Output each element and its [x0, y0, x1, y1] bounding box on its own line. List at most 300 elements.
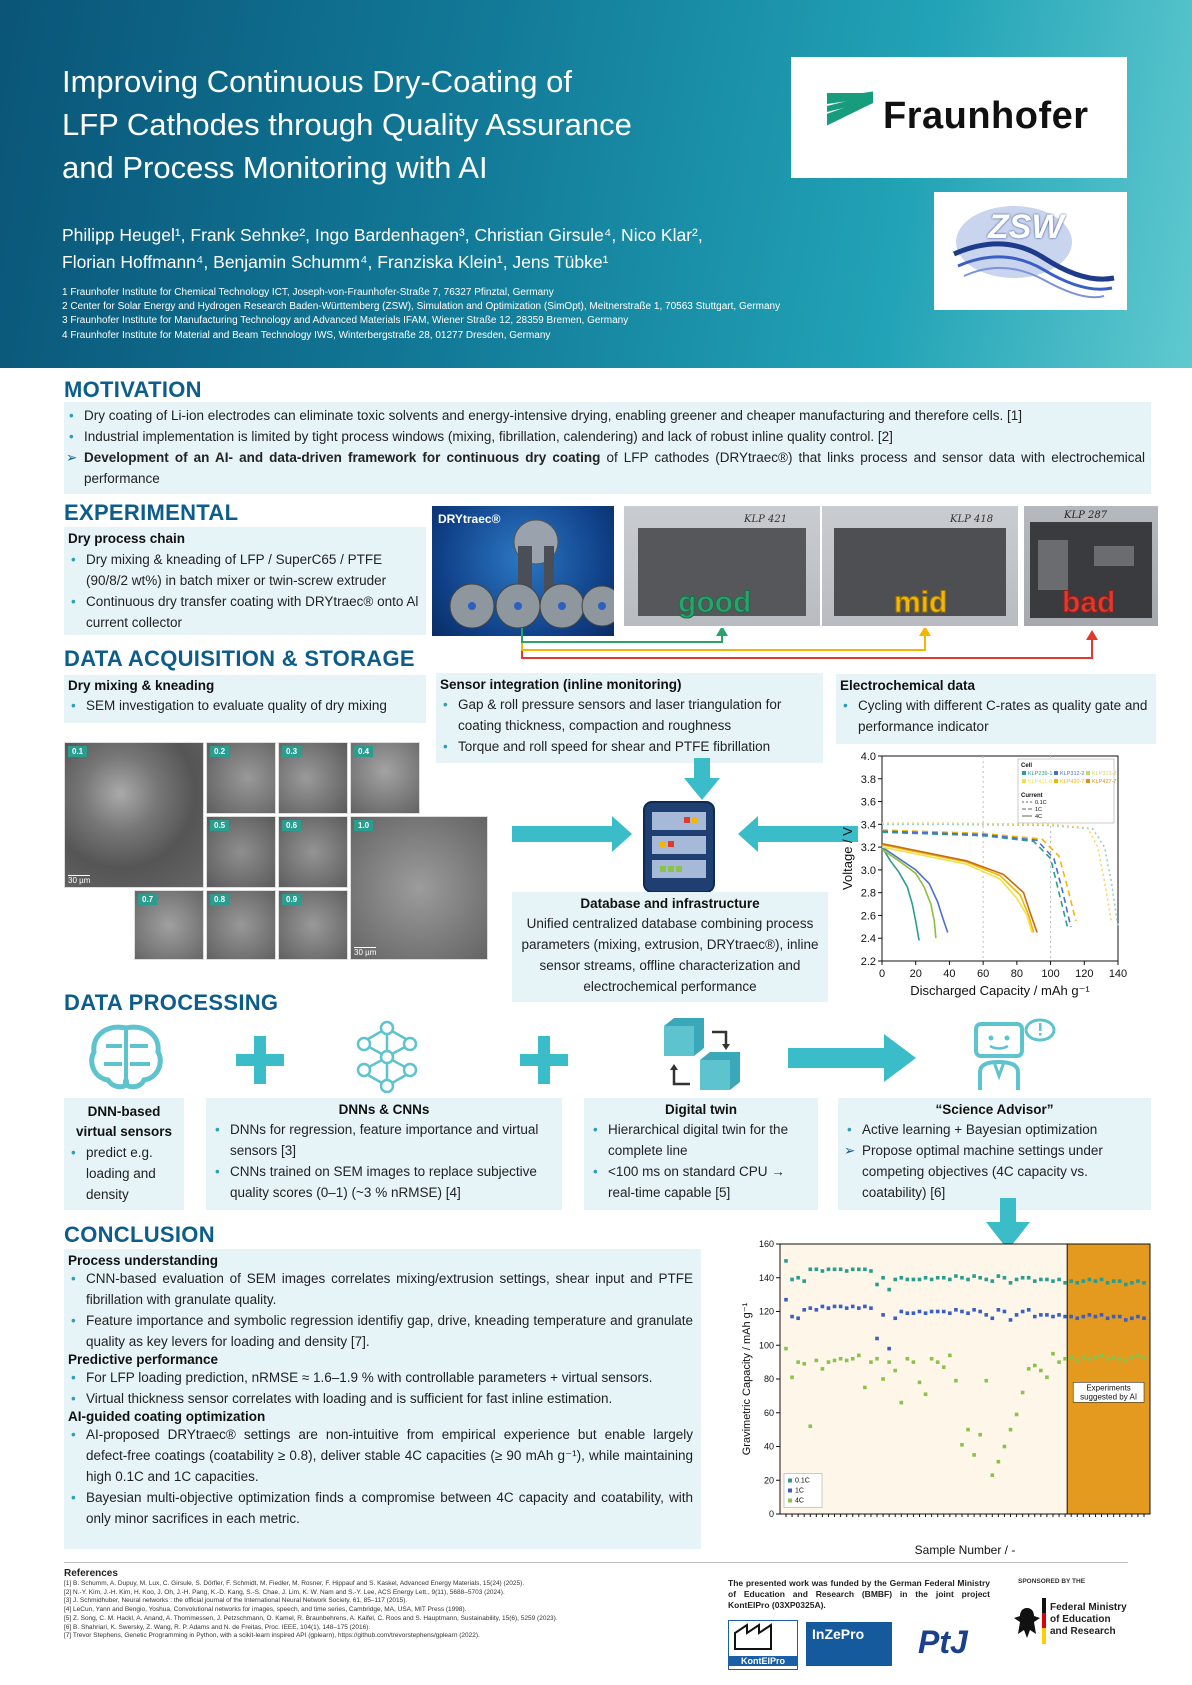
data-point [954, 1379, 958, 1383]
data-point [821, 1305, 825, 1309]
reference-item: [5] Z. Song, C. M. Hackl, A. Anand, A. Thommessen, J. Petzschmann, O. Kamel, R. Braunbehrens, A. Kaifel, C. Roos and S. Hauptmann, Sustainability, 15(6), 5259 (2023). [64, 1614, 558, 1622]
sem-image [278, 742, 348, 814]
y-tick-label: 4.0 [860, 751, 876, 763]
sem-image [278, 890, 348, 960]
data-point [1118, 1279, 1122, 1283]
x-tick-label: 60 [977, 968, 990, 980]
zsw-wordmark: ZSW [988, 208, 1064, 246]
list-item: • Cycling with different C-rates as quality gate and performance indicator [840, 695, 1150, 737]
data-point [1039, 1313, 1043, 1317]
fraunhofer-logo [791, 57, 1127, 178]
data-point [936, 1360, 940, 1364]
data-point [845, 1359, 849, 1363]
legend-entry: 0.1C [1035, 800, 1047, 806]
data-point [1003, 1276, 1007, 1280]
sem-label: 0.7 [138, 894, 157, 905]
data-point [960, 1310, 964, 1314]
bmbf-name: Federal Ministry of Education and Research [1050, 1602, 1127, 1637]
data-point [1130, 1316, 1134, 1320]
authors [62, 222, 802, 276]
science-advisor-icon [968, 1018, 1058, 1094]
sensor-subtitle: Sensor integration (inline monitoring) [440, 677, 682, 692]
x-tick-label: 0 [878, 968, 886, 980]
x-tick-label: 120 [1075, 968, 1094, 980]
conclusion-subtitle: AI-guided coating optimization [68, 1409, 266, 1424]
motivation-title: MOTIVATION [64, 377, 202, 402]
x-tick-label: 140 [1108, 968, 1128, 980]
data-point [808, 1306, 812, 1310]
data-point [966, 1311, 970, 1315]
funding-text: The presented work was funded by the German Federal Ministry of Education and Research (BMBF) in the joint project KontElPro (03XP0325A). [728, 1578, 990, 1610]
data-point [997, 1308, 1001, 1312]
electro-subtitle: Electrochemical data [840, 678, 976, 693]
data-point [833, 1359, 837, 1363]
legend-title: Current [1021, 793, 1043, 799]
data-point [839, 1305, 843, 1309]
footer-divider [64, 1562, 1128, 1563]
sensor-list [440, 694, 817, 757]
data-point [918, 1381, 922, 1385]
data-point [948, 1311, 952, 1315]
data-point [936, 1310, 940, 1314]
list-item: • Gap & roll pressure sensors and laser triangulation for coating thickness, compaction and roughness [440, 694, 817, 736]
data-point [1082, 1279, 1086, 1283]
data-point [984, 1313, 988, 1317]
data-point [1075, 1316, 1079, 1320]
data-point [912, 1311, 916, 1315]
experimental-list [68, 549, 420, 633]
data-point [839, 1357, 843, 1361]
data-point [942, 1310, 946, 1314]
data-point [815, 1308, 819, 1312]
sample-photo-bad [1024, 506, 1158, 626]
data-point [796, 1360, 800, 1364]
data-point [1106, 1316, 1110, 1320]
y-tick-label: 2.6 [860, 910, 876, 923]
data-point [784, 1259, 788, 1263]
data-point [1118, 1315, 1122, 1319]
data-point [1003, 1445, 1007, 1449]
sponsored-label: SPONSORED BY THE [1018, 1578, 1086, 1585]
inzepro-wordmark: InZePro [812, 1626, 865, 1642]
data-point [918, 1310, 922, 1314]
data-point [924, 1392, 928, 1396]
data-point [960, 1443, 964, 1447]
data-point [1069, 1279, 1073, 1283]
data-point [1094, 1355, 1098, 1359]
legend-swatch [788, 1499, 792, 1503]
data-point [1118, 1357, 1122, 1361]
data-point [991, 1473, 995, 1477]
x-tick-label: 40 [943, 968, 956, 980]
experimental-panel [64, 527, 426, 635]
sem-label: 0.3 [282, 746, 301, 757]
data-point [906, 1278, 910, 1282]
data-point [978, 1433, 982, 1437]
data-point [869, 1306, 873, 1310]
data-point [802, 1308, 806, 1312]
data-point [1051, 1315, 1055, 1319]
list-item [66, 447, 1145, 489]
data-point [893, 1278, 897, 1282]
data-point [954, 1274, 958, 1278]
electro-list [840, 695, 1150, 737]
sem-label: 1.0 [354, 820, 373, 831]
data-point [893, 1369, 897, 1373]
defect-area [1038, 540, 1068, 590]
data-point [821, 1269, 825, 1273]
sem-image [206, 742, 276, 814]
data-point [1039, 1369, 1043, 1373]
data-point [1088, 1278, 1092, 1282]
data-point [790, 1278, 794, 1282]
data-point [1112, 1315, 1116, 1319]
data-point [1015, 1278, 1019, 1282]
conclusion-list [68, 1268, 693, 1352]
process-arrow-icon [788, 1034, 918, 1082]
data-point [863, 1268, 867, 1272]
data-point [997, 1460, 1001, 1464]
digital-twin-icon [660, 1018, 742, 1096]
data-point [881, 1276, 885, 1280]
conclusion-list [68, 1367, 693, 1409]
data-point [1063, 1357, 1067, 1361]
quality-label-bad: bad [1062, 586, 1116, 619]
data-point [790, 1315, 794, 1319]
legend-entry: 4C [1035, 814, 1043, 820]
data-point [1112, 1279, 1116, 1283]
data-point [863, 1305, 867, 1309]
sample-tag: KLP 287 [1064, 510, 1108, 521]
annotation: suggested by AI [1080, 1392, 1138, 1402]
data-point [815, 1359, 819, 1363]
reference-item: [4] LeCun, Yann and Bengio, Yoshua, Convolutional networks for images, speech, and time series, Cambridge, MA, USA, MIT Press (1998). [64, 1606, 467, 1614]
database-text: Unified centralized database combining process parameters (mixing, extrusion, DRYtraec®), inline sensor streams, offline characterization and electrochemical performance [521, 916, 819, 994]
data-point [808, 1424, 812, 1428]
data-point [906, 1357, 910, 1361]
legend-swatch [1086, 771, 1090, 775]
sem-scale: 30 µm [68, 876, 91, 885]
data-point [948, 1278, 952, 1282]
data-point [1142, 1316, 1146, 1320]
kontelpro-wordmark: KontElPro [729, 1656, 797, 1666]
data-point [1142, 1355, 1146, 1359]
data-point [839, 1268, 843, 1272]
data-point [827, 1268, 831, 1272]
data-point [784, 1298, 788, 1302]
y-tick-label: 3.4 [860, 819, 876, 832]
discharge-chart [838, 742, 1158, 1004]
legend-swatch [788, 1489, 792, 1493]
legend-swatch [1054, 779, 1058, 783]
data-point [1045, 1313, 1049, 1317]
legend-swatch [1022, 771, 1026, 775]
list-item: • <100 ms on standard CPU → real-time capable [5] [590, 1161, 812, 1203]
data-point [1015, 1313, 1019, 1317]
ptj-logo [918, 1624, 992, 1664]
data-point [1021, 1391, 1025, 1395]
data-point [1033, 1315, 1037, 1319]
data-point [1124, 1359, 1128, 1363]
y-tick-label: 160 [758, 1239, 774, 1249]
title-line: and Process Monitoring with AI [62, 150, 488, 185]
data-point [1088, 1357, 1092, 1361]
data-point [899, 1310, 903, 1314]
virtual-sensors-list [68, 1142, 180, 1205]
y-tick-label: 3.6 [860, 796, 876, 809]
legend-entry: 0.1C [795, 1477, 810, 1485]
sem-image [350, 742, 420, 814]
x-tick-label: 80 [1010, 968, 1023, 980]
references-title: References [64, 1568, 118, 1579]
science-advisor-list [844, 1119, 1145, 1203]
data-point [784, 1347, 788, 1351]
digital-twin-panel [584, 1098, 818, 1210]
data-point [930, 1310, 934, 1314]
data-point [991, 1279, 995, 1283]
defect-area [1094, 546, 1134, 566]
reference-item: [3] J. Schmidhuber, Neural networks : the official journal of the International Neural Network Society, 61, 85–117 (2015). [64, 1597, 408, 1605]
data-point [966, 1278, 970, 1282]
x-axis-label: Discharged Capacity / mAh g⁻¹ [910, 983, 1090, 998]
database-server-icon [642, 800, 716, 894]
data-point [821, 1367, 825, 1371]
data-point [960, 1276, 964, 1280]
y-tick-label: 60 [763, 1407, 774, 1418]
data-point [1130, 1355, 1134, 1359]
y-tick-label: 2.8 [860, 887, 876, 900]
legend-entry: 4C [795, 1497, 804, 1505]
conclusion-subtitle: Predictive performance [68, 1352, 219, 1367]
data-point [833, 1305, 837, 1309]
data-point [802, 1279, 806, 1283]
data-point [1021, 1276, 1025, 1280]
data-point [1100, 1313, 1104, 1317]
affiliation: 4 Fraunhofer Institute for Material and Beam Technology IWS, Winterbergstraße 28, 01277 Dresden, Germany [62, 329, 551, 341]
data-point [857, 1268, 861, 1272]
data-point [815, 1268, 819, 1272]
title-line: Improving Continuous Dry-Coating of [62, 64, 573, 99]
list-item: • Industrial implementation is limited by tight process windows (mixing, fibrillation, calendering) and lack of robust inline quality control. [2] [66, 426, 1145, 447]
data-point [972, 1274, 976, 1278]
data-point [1045, 1376, 1049, 1380]
data-point [851, 1357, 855, 1361]
legend-swatch [1054, 771, 1058, 775]
list-item: • Continuous dry transfer coating with DRYtraec® onto Al current collector [68, 591, 420, 633]
data-point [1106, 1357, 1110, 1361]
list-item: • AI-proposed DRYtraec® settings are non-intuitive from empirical experience but enable largely defect-free coatings (coatability ≥ 0.8), deliver stable 4C capacities (≥ 90 mAh g⁻¹), while maintaining high 0.1C and 1C capacities. [68, 1424, 693, 1487]
federal-eagle-icon [1012, 1604, 1042, 1640]
data-point [857, 1354, 861, 1358]
data-point [790, 1376, 794, 1380]
data-point [851, 1268, 855, 1272]
data-point [1027, 1367, 1031, 1371]
conclusion-list [68, 1424, 693, 1529]
affiliations [62, 286, 802, 343]
data-point [881, 1377, 885, 1381]
sem-label: 0.8 [210, 894, 229, 905]
list-item: • Hierarchical digital twin for the complete line [590, 1119, 812, 1161]
data-point [1112, 1355, 1116, 1359]
list-item: • Dry mixing & kneading of LFP / SuperC65 / PTFE (90/8/2 wt%) in batch mixer or twin-screw extruder [68, 549, 420, 591]
y-tick-label: 3.2 [860, 842, 876, 855]
data-point [966, 1428, 970, 1432]
electro-panel [836, 674, 1156, 744]
reference-item: [1] B. Schumm, A. Dupuy, M. Lux, C. Girsule, S. Dörfler, F. Schmidt, M. Fiedler, M. Rosner, F. Hippauf and S. Kaskel, Advanced Energy Materials, 15(24) (2025). [64, 1580, 525, 1587]
list-item: • Feature importance and symbolic regression identifiy gap, drive, kneading temperature and granulate quality as key levers for loading and density [7]. [68, 1310, 693, 1352]
data-point [827, 1306, 831, 1310]
data-point [796, 1276, 800, 1280]
data-point [899, 1276, 903, 1280]
y-axis-label: Gravimetric Capacity / mAh g⁻¹ [741, 1302, 753, 1456]
conclusion-subtitle: Process understanding [68, 1253, 219, 1268]
data-point [997, 1274, 1001, 1278]
motivation-panel [64, 402, 1151, 494]
authors-line: Florian Hoffmann⁴, Benjamin Schumm⁴, Franziska Klein¹, Jens Tübke¹ [62, 252, 609, 272]
data-point [1124, 1283, 1128, 1287]
legend-entry: KLP312-2 [1060, 771, 1085, 777]
data-point [1009, 1281, 1013, 1285]
sem-image [134, 890, 204, 960]
legend-entry: KLP313-2 [1092, 771, 1117, 777]
y-tick-label: 2.2 [860, 956, 876, 968]
y-axis-label: Voltage / V [840, 827, 855, 890]
digital-twin-list [590, 1119, 812, 1203]
sem-image [206, 816, 276, 888]
data-point [893, 1316, 897, 1320]
data-point [972, 1453, 976, 1457]
data-point [942, 1365, 946, 1369]
ptj-wordmark: PtJ [918, 1624, 968, 1660]
legend-entry: 1C [1035, 807, 1043, 813]
data-point [984, 1379, 988, 1383]
data-point [869, 1360, 873, 1364]
data-point [1094, 1315, 1098, 1319]
y-tick-label: 3.8 [860, 773, 876, 786]
references [64, 1568, 664, 1641]
mixing-list [68, 695, 420, 716]
data-point [1130, 1281, 1134, 1285]
data-point [991, 1316, 995, 1320]
data-point [1063, 1281, 1067, 1285]
data-point [1009, 1318, 1013, 1322]
digital-twin-title: Digital twin [665, 1102, 737, 1117]
data-point [954, 1308, 958, 1312]
legend [784, 1474, 822, 1508]
data-point [1015, 1413, 1019, 1417]
flag-stripe [1042, 1598, 1046, 1644]
reference-item: [7] Trevor Stephens, Genetic Programming in Python, with a scikit-learn inspired API (gplearn), https://github.com/trevorstephens/gplearn (2022). [64, 1632, 480, 1640]
data-point [930, 1357, 934, 1361]
data-point [796, 1316, 800, 1320]
x-tick-label: 100 [1041, 968, 1060, 980]
data-point [857, 1306, 861, 1310]
data-point [948, 1354, 952, 1358]
data-point [1051, 1279, 1055, 1283]
dnn-cnn-panel [206, 1098, 562, 1210]
factory-icon [729, 1621, 799, 1651]
data-point [978, 1276, 982, 1280]
science-advisor-title: “Science Advisor” [935, 1102, 1054, 1117]
processing-title: DATA PROCESSING [64, 990, 279, 1015]
data-point [906, 1311, 910, 1315]
poster-title [62, 60, 762, 189]
legend-swatch [788, 1479, 792, 1483]
data-point [845, 1306, 849, 1310]
data-point [972, 1308, 976, 1312]
x-tick-label: 20 [909, 968, 922, 980]
sem-label: 0.4 [354, 746, 373, 757]
affiliation: 3 Fraunhofer Institute for Manufacturing Technology and Advanced Materials IFAM, Wiener Straße 12, 28359 Bremen, Germany [62, 315, 629, 327]
drytraec-machine-image [432, 506, 614, 636]
data-point [1027, 1308, 1031, 1312]
sample-tag: KLP 418 [950, 514, 994, 525]
data-point [1082, 1315, 1086, 1319]
y-tick-label: 120 [758, 1306, 774, 1317]
quality-label-mid: mid [894, 586, 948, 619]
data-point [827, 1360, 831, 1364]
machine-label: DRYtraec® [438, 512, 501, 526]
data-point [978, 1310, 982, 1314]
fraunhofer-wordmark: Fraunhofer [883, 95, 1089, 137]
data-point [1021, 1310, 1025, 1314]
mixing-subtitle: Dry mixing & kneading [68, 678, 215, 693]
legend-swatch [1022, 779, 1026, 783]
data-point [1100, 1278, 1104, 1282]
data-point [1136, 1315, 1140, 1319]
list-item: • SEM investigation to evaluate quality of dry mixing [68, 695, 420, 716]
conclusion-title: CONCLUSION [64, 1222, 215, 1247]
database-panel [512, 892, 828, 1002]
y-tick-label: 3.0 [860, 864, 876, 877]
data-point [1088, 1313, 1092, 1317]
dnn-cnn-list [212, 1119, 556, 1203]
data-point [875, 1337, 879, 1341]
list-item: ➢ Propose optimal machine settings under competing objectives (4C capacity vs. coatability) [6] [844, 1140, 1145, 1203]
affiliation: 1 Fraunhofer Institute for Chemical Technology ICT, Joseph-von-Fraunhofer-Straße 7, 76327 Pfinztal, Germany [62, 287, 554, 298]
data-point [942, 1276, 946, 1280]
data-point [869, 1269, 873, 1273]
affiliation: 2 Center for Solar Energy and Hydrogen Research Baden-Württemberg (ZSW), Simulation and Optimization (SimOpt), Meitnerstraße 1, 70563 Stuttgart, Germany [62, 301, 781, 313]
data-point [1057, 1313, 1061, 1317]
reference-item: [6] B. Shahriari, K. Swersky, Z. Wang, R. P. Adams and N. de Freitas, Proc. IEEE, 104(1), 148–175 (2016). [64, 1623, 371, 1631]
legend-entry: KLP427-7 [1092, 779, 1117, 785]
dnn-cnn-title: DNNs & CNNs [338, 1102, 430, 1117]
sem-image [278, 816, 348, 888]
data-point [1142, 1281, 1146, 1285]
mixing-panel [64, 675, 426, 723]
sem-label: 0.5 [210, 820, 229, 831]
experimental-title: EXPERIMENTAL [64, 500, 239, 525]
data-point [1009, 1428, 1013, 1432]
data-point [924, 1311, 928, 1315]
sem-image [350, 816, 488, 960]
data-point [881, 1313, 885, 1317]
plus-icon [520, 1036, 568, 1084]
motivation-rest: of LFP cathodes (DRYtraec®) that links process and sensor data with electrochemical performance [84, 450, 1145, 486]
inzepro-logo [806, 1622, 892, 1666]
data-point [833, 1268, 837, 1272]
capacity-chart [738, 1238, 1156, 1560]
legend-entry: 1C [795, 1487, 804, 1495]
data-point [887, 1288, 891, 1292]
kontelpro-logo [728, 1620, 798, 1670]
sem-scale: 30 µm [354, 948, 377, 957]
science-advisor-panel [838, 1098, 1151, 1210]
data-point [899, 1401, 903, 1405]
data-point [1124, 1318, 1128, 1322]
neural-network-icon [352, 1020, 422, 1094]
